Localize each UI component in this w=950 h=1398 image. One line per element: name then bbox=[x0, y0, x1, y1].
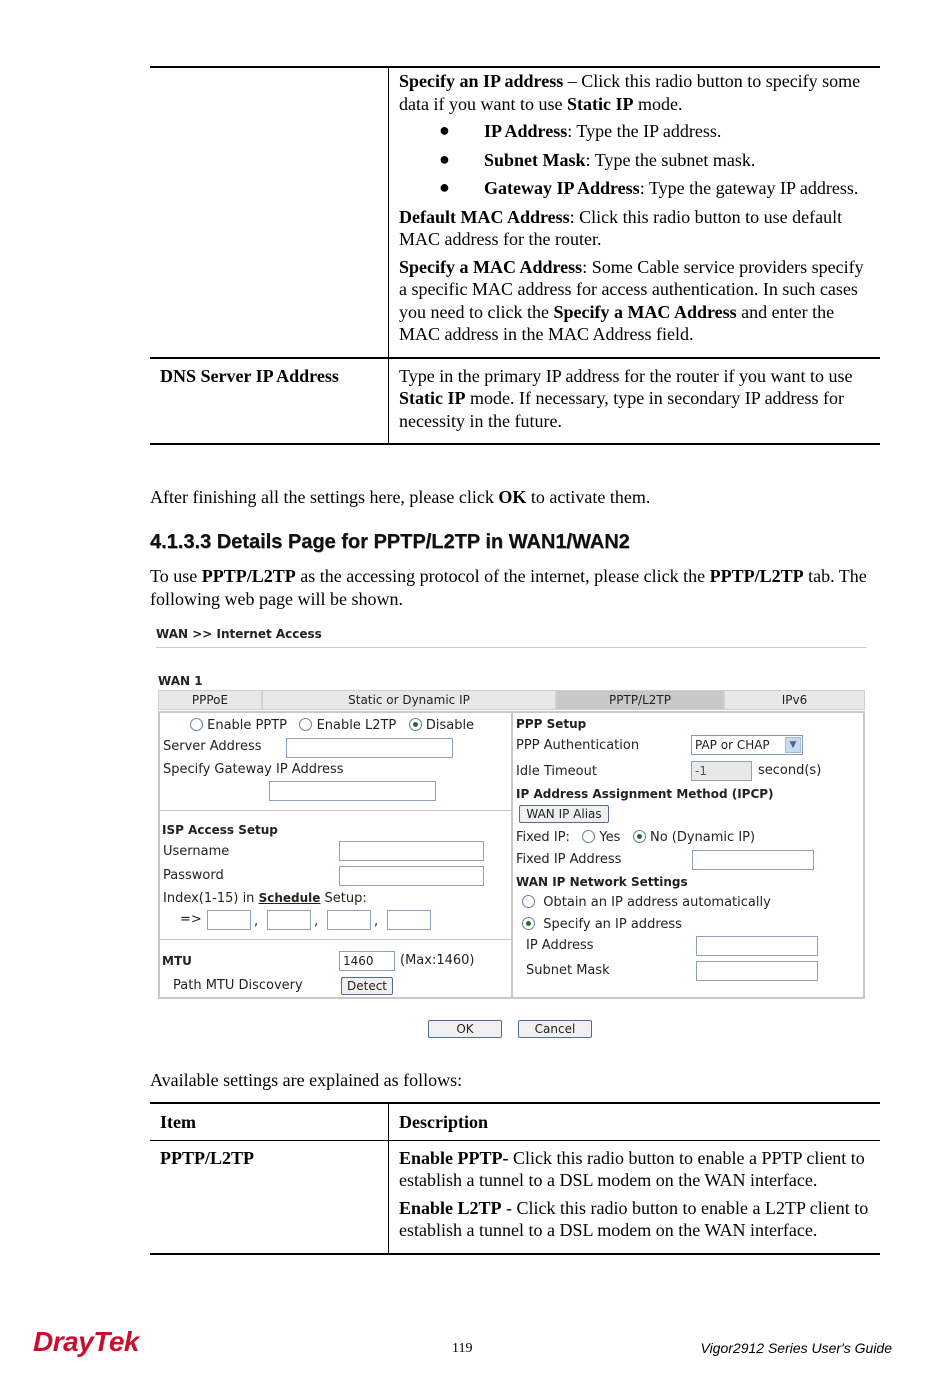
after-text: After finishing all the settings here, please click OK to activate them. bbox=[150, 487, 651, 507]
cancel-button[interactable]: Cancel bbox=[518, 1020, 592, 1038]
wan-ip-alias-button[interactable]: WAN IP Alias bbox=[519, 805, 609, 823]
bullet-icon: ● bbox=[439, 177, 450, 197]
wan-label: WAN 1 bbox=[158, 674, 203, 688]
mtu-input[interactable]: 1460 bbox=[339, 951, 395, 971]
bullet-icon: ● bbox=[439, 148, 450, 169]
tab-static-dynamic[interactable]: Static or Dynamic IP bbox=[262, 690, 556, 710]
ok-button[interactable]: OK bbox=[428, 1020, 502, 1038]
schedule-index-label: Index(1-15) in Schedule Setup: bbox=[163, 891, 367, 906]
tab-bar bbox=[158, 690, 865, 710]
idle-timeout-input[interactable]: -1 bbox=[691, 761, 752, 781]
server-address-input[interactable] bbox=[286, 738, 453, 758]
schedule-index-2[interactable] bbox=[267, 910, 311, 930]
ip-address-input[interactable] bbox=[696, 936, 818, 956]
bullet-item: ● Subnet Mask: Type the subnet mask. bbox=[439, 148, 756, 170]
bullet-icon: ● bbox=[439, 120, 450, 140]
subnet-mask-input[interactable] bbox=[696, 961, 818, 981]
ppp-auth-select[interactable]: PAP or CHAP ▼ bbox=[691, 735, 803, 755]
header-item: Item bbox=[150, 1104, 389, 1140]
header-description: Description bbox=[399, 1112, 488, 1132]
specify-ip-radio[interactable] bbox=[522, 917, 535, 930]
schedule-index-4[interactable] bbox=[387, 910, 431, 930]
fixed-ip-row: Fixed IP: Yes No (Dynamic IP) bbox=[516, 830, 756, 845]
password-label: Password bbox=[163, 868, 224, 883]
server-address-label: Server Address bbox=[163, 739, 262, 754]
table-row bbox=[150, 357, 880, 444]
seconds-label: second(s) bbox=[758, 763, 822, 778]
table-row bbox=[150, 68, 880, 357]
schedule-index-3[interactable] bbox=[327, 910, 371, 930]
username-label: Username bbox=[163, 844, 230, 859]
ip-address-label: IP Address bbox=[526, 938, 594, 953]
ppp-setup-heading: PPP Setup bbox=[516, 717, 587, 731]
ppp-auth-label: PPP Authentication bbox=[516, 738, 640, 753]
table-header bbox=[150, 1104, 880, 1140]
left-panel: Enable PPTP Enable L2TP Disable Server Address Specify Gateway IP Address ISP Access Setup Username Password Index(1-15) in Schedule Setup: => , , , MTU 1460 (Max:1460) Path MTU Discovery Detect bbox=[158, 711, 513, 999]
specify-ip-row: Specify an IP address bbox=[522, 917, 682, 933]
detect-button[interactable]: Detect bbox=[341, 977, 393, 995]
divider bbox=[160, 939, 511, 940]
router-ui-screenshot bbox=[156, 624, 868, 1044]
subnet-mask-label: Subnet Mask bbox=[526, 963, 610, 978]
enable-pptp-radio[interactable] bbox=[190, 718, 203, 731]
password-input[interactable] bbox=[339, 866, 484, 886]
mtu-label: MTU bbox=[162, 954, 192, 968]
enable-l2tp-radio[interactable] bbox=[299, 718, 312, 731]
bullet-item: ● IP Address: Type the IP address. bbox=[439, 120, 722, 141]
fixed-ip-address-input[interactable] bbox=[692, 850, 814, 870]
page-number: 119 bbox=[452, 1341, 473, 1356]
obtain-auto-row: Obtain an IP address automatically bbox=[522, 895, 771, 911]
description-cell: Specify an IP address – Click this radio button to specify some data if you want to use Static IP mode. ● IP Address: Type the IP address. ● Subnet Mask: Type the subnet mask. ● Gateway IP Address: Type the gateway IP address. Default MAC Address: Click this radio button to use default MAC address for the router. Specify a MAC Address: Some Cable service providers specify a specific MAC address for access authentication. In such cases you need to click the Specify a MAC Address and enter the MAC address in the MAC Address field. bbox=[389, 68, 880, 357]
description-cell: Enable PPTP- Click this radio button to enable a PPTP client to establish a tunnel to a DSL modem on the WAN interface. Enable L2TP - Click this radio button to enable a L2TP client to establish a tunnel to a DSL modem on the WAN interface. bbox=[399, 1147, 869, 1240]
mode-radios: Enable PPTP Enable L2TP Disable bbox=[190, 718, 474, 734]
item-cell: DNS Server IP Address bbox=[150, 359, 389, 444]
item-cell bbox=[150, 68, 389, 357]
idle-timeout-label: Idle Timeout bbox=[516, 764, 597, 779]
description-cell: Type in the primary IP address for the router if you want to use Static IP mode. If necessary, type in secondary IP address for necessity in the future. bbox=[399, 365, 853, 431]
schedule-link[interactable]: Schedule bbox=[258, 891, 321, 905]
intro-paragraph: To use PPTP/L2TP as the accessing protocol of the internet, please click the PPTP/L2TP tab. The following web page will be shown. bbox=[150, 566, 867, 609]
tab-pptp-l2tp[interactable]: PPTP/L2TP bbox=[556, 690, 724, 710]
divider bbox=[156, 647, 866, 648]
right-panel bbox=[511, 711, 865, 999]
fixed-ip-no-radio[interactable] bbox=[633, 830, 646, 843]
fixed-ip-address-label: Fixed IP Address bbox=[516, 852, 622, 867]
breadcrumb: WAN >> Internet Access bbox=[156, 627, 322, 641]
available-settings-text: Available settings are explained as follows: bbox=[150, 1070, 463, 1090]
wan-ip-network-heading: WAN IP Network Settings bbox=[516, 875, 688, 889]
gateway-label: Specify Gateway IP Address bbox=[163, 762, 344, 777]
draytek-logo: DrayTek bbox=[33, 1326, 139, 1357]
gateway-input[interactable] bbox=[269, 781, 436, 801]
chevron-down-icon: ▼ bbox=[785, 737, 801, 753]
arrow-label: => bbox=[180, 912, 202, 927]
isp-access-heading: ISP Access Setup bbox=[162, 823, 278, 837]
guide-title: Vigor2912 Series User's Guide bbox=[700, 1340, 892, 1356]
tab-ipv6[interactable]: IPv6 bbox=[724, 690, 865, 710]
table-row bbox=[150, 1140, 880, 1253]
bullet-item: ● Gateway IP Address: Type the gateway IP address. bbox=[439, 177, 859, 198]
item-cell: PPTP/L2TP bbox=[150, 1141, 389, 1253]
schedule-index-1[interactable] bbox=[207, 910, 251, 930]
obtain-auto-radio[interactable] bbox=[522, 895, 535, 908]
section-heading: 4.1.3.3 Details Page for PPTP/L2TP in WAN1/WAN2 bbox=[150, 531, 630, 553]
ipcp-heading: IP Address Assignment Method (IPCP) bbox=[516, 787, 774, 801]
fixed-ip-yes-radio[interactable] bbox=[582, 830, 595, 843]
divider bbox=[160, 810, 511, 811]
description-table-top bbox=[150, 66, 880, 445]
disable-radio[interactable] bbox=[409, 718, 422, 731]
description-table-bottom bbox=[150, 1102, 880, 1255]
path-mtu-label: Path MTU Discovery bbox=[173, 978, 303, 993]
tab-pppoe[interactable]: PPPoE bbox=[158, 690, 262, 710]
mtu-max-label: (Max:1460) bbox=[400, 953, 475, 968]
username-input[interactable] bbox=[339, 841, 484, 861]
